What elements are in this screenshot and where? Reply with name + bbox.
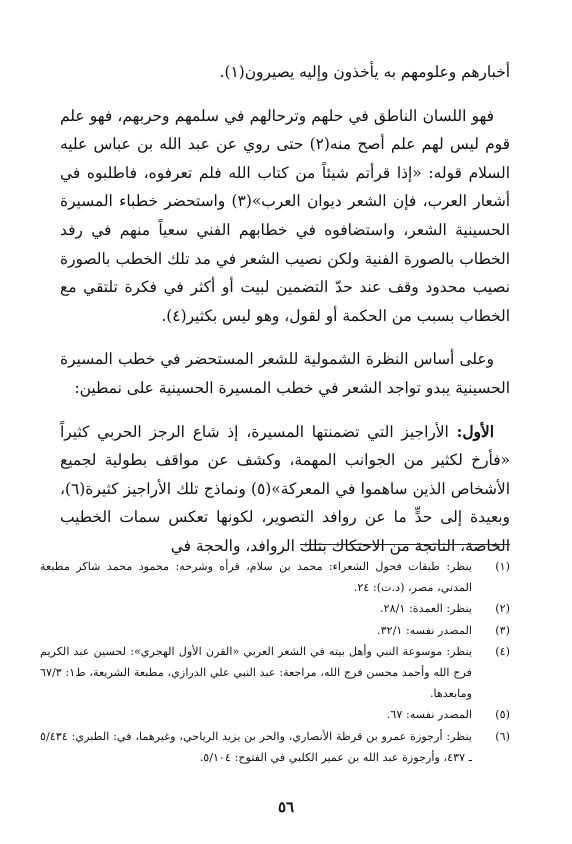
- footnote-number: (٦): [495, 729, 510, 743]
- first-pattern-label: الأول:: [456, 422, 494, 441]
- footnote-text: ينظر: العمدة: ٢٨/١.: [380, 602, 472, 616]
- footnote-item: [40, 726, 510, 768]
- footnote-item: [40, 620, 510, 641]
- footnote-item: [40, 556, 510, 598]
- footnote-text: ينظر: طبقات فحول الشعراء: محمد بن سلام، قرأه وشرحه: محمود محمد شاكر مطبعة المدني، مصر، (د.ت): ٢٤.: [40, 560, 472, 595]
- footnote-item: [40, 598, 510, 619]
- paragraph-poetry-role: فهو اللسان الناطق في حلهم وترحالهم في سلمهم وحربهم، فهو علم قوم ليس لهم علم أصح منه(٢) حتى روي عن عبد الله بن عباس عليه السلام قوله: «إذا قرأتم شيئاً من كتاب الله فلم تعرفوه، فاطلبوه في أشعار العرب، فإن الشعر ديوان العرب»(٣) واستحضر خطباء المسيرة الحسينية الشعر، واستضافوه في خطابهم الفني سعياً منهم في رفد الخطاب بالصورة الفنية ولكن نصيب الشعر في مد تلك الخطب بالصورة نصيب محدود وقف عند حدّ التضمين لبيت أو أكثر في فكرة تلتقي مع الخطاب بسبب من الحكمة أو لقول، وهو ليس بكثير(٤).: [60, 106, 510, 325]
- footnote-number: (٤): [495, 644, 510, 658]
- footnote-text: ينظر: أرجوزة عمرو بن قرظة الأنصاري، والحر بن يزيد الرياحي، وغيرهما، في: الطبري: ٥/٤٣٤ ـ ٤٣٧، وأرجوزة عبد الله بن عمير الكلبي في الفتوح: ٥/١٠٤.: [40, 729, 472, 764]
- footnote-text: المصدر نفسه: ٣٢/١.: [377, 623, 472, 637]
- main-text: [60, 58, 510, 561]
- paragraph-two-patterns: وعلى أساس النظرة الشمولية للشعر المستحضر في خطب المسيرة الحسينية يبدو تواجد الشعر في خطب المسيرة الحسينية على نمطين:: [60, 350, 510, 397]
- paragraph-first-pattern: [60, 418, 510, 561]
- footnotes-list: [40, 556, 510, 768]
- footnote-number: (٢): [495, 602, 510, 616]
- footnote-number: (٥): [495, 708, 510, 722]
- footnote-number: (١): [495, 560, 510, 573]
- footnote-divider: [300, 544, 510, 545]
- paragraph-continuation: أخبارهم وعلومهم به يأخذون وإليه يصيرون(١).: [219, 63, 510, 81]
- footnote-text: المصدر نفسه: ٦٧.: [386, 708, 472, 722]
- footnote-number: (٣): [495, 623, 510, 637]
- footnote-item: [40, 641, 510, 705]
- page-number: ٥٦: [277, 798, 295, 816]
- first-pattern-text: الأراجيز التي تضمنتها المسيرة، إذ شاع الرجز الحربي كثيراً «فأرخ لكثير من الجوانب المهمة، وكشف عن مواقف بطولية لجميع الأشخاص الذين ساهموا في المعركة»(٥) ونماذج تلك الأراجيز كثيرة(٦)، وبعيدة إلى حدٍّ ما عن روافد التصوير، لكونها تعكس سمات الخطيب الخاصة، الناتجة من الاحتكاك بتلك الروافد، والحجة في: [60, 422, 510, 555]
- footnote-text: ينظر: موسوعة النبي وأهل بيته في الشعر العربي «القرن الأول الهجري»: لحسين عبد الكريم فرج الله وأحمد محسن فرج الله، مراجعة: عبد النبي علي الدرازي، مطبعة الشريعة، ط١: ٦٧/٣ ومابعدها.: [40, 644, 473, 701]
- footnote-item: [40, 704, 510, 725]
